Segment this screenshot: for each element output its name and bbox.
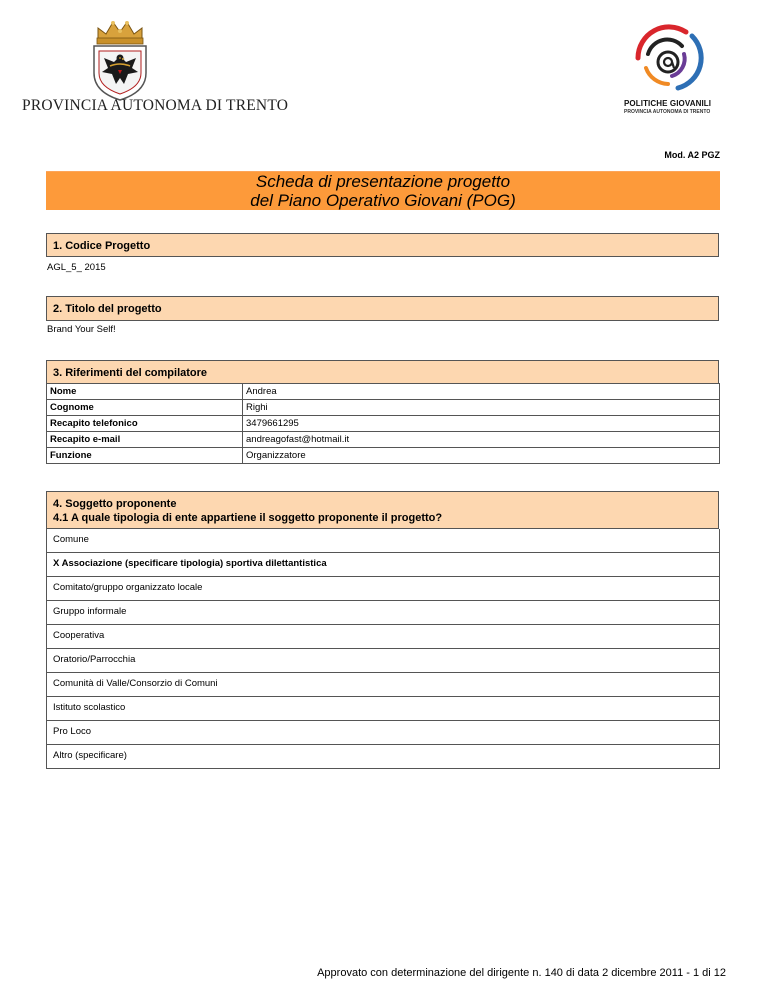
footer-approval-text: Approvato con determinazione del dirigente n. 140 di data 2 dicembre 2011 - 1 di 12 — [317, 967, 726, 979]
form-code: Mod. A2 PGZ — [664, 150, 720, 160]
list-item: Istituto scolastico — [46, 697, 720, 721]
list-item: Comitato/gruppo organizzato locale — [46, 577, 720, 601]
list-item-selected: X Associazione (specificare tipologia) sportiva dilettantistica — [46, 553, 720, 577]
entity-type-options — [46, 529, 720, 769]
section-1-heading: 1. Codice Progetto — [46, 233, 719, 257]
table-row — [47, 432, 720, 448]
row-value: 3479661295 — [243, 416, 720, 432]
section-3-heading: 3. Riferimenti del compilatore — [46, 360, 719, 384]
project-title-value: Brand Your Self! — [47, 324, 116, 335]
row-label: Recapito telefonico — [47, 416, 243, 432]
compiler-info-table — [46, 383, 720, 464]
table-row — [47, 384, 720, 400]
row-label: Cognome — [47, 400, 243, 416]
politiche-giovanili-label: POLITICHE GIOVANILI — [624, 99, 712, 108]
row-value: Andrea — [243, 384, 720, 400]
title-line-1: Scheda di presentazione progetto — [255, 172, 511, 191]
list-item: Comune — [46, 529, 720, 553]
title-line-2: del Piano Operativo Giovani (POG) — [250, 191, 516, 210]
section-4-title: 4. Soggetto proponente — [53, 498, 177, 510]
title-banner — [46, 171, 720, 210]
row-label: Funzione — [47, 448, 243, 464]
section-2-heading: 2. Titolo del progetto — [46, 296, 719, 321]
list-item: Pro Loco — [46, 721, 720, 745]
row-value: andreagofast@hotmail.it — [243, 432, 720, 448]
row-value: Organizzatore — [243, 448, 720, 464]
row-label: Recapito e-mail — [47, 432, 243, 448]
table-row — [47, 400, 720, 416]
table-row — [47, 448, 720, 464]
organization-name: PROVINCIA AUTONOMA DI TRENTO — [22, 97, 289, 114]
coat-of-arms-logo — [84, 18, 156, 102]
project-code-value: AGL_5_ 2015 — [47, 262, 106, 273]
list-item: Altro (specificare) — [46, 745, 720, 769]
list-item: Oratorio/Parrocchia — [46, 649, 720, 673]
row-label: Nome — [47, 384, 243, 400]
politiche-giovanili-sublabel: PROVINCIA AUTONOMA DI TRENTO — [624, 109, 711, 115]
section-4-heading — [46, 491, 719, 529]
list-item: Gruppo informale — [46, 601, 720, 625]
politiche-giovanili-logo — [628, 24, 710, 96]
table-row — [47, 416, 720, 432]
section-4-question: 4.1 A quale tipologia di ente appartiene il soggetto proponente il progetto? — [53, 512, 443, 524]
list-item: Cooperativa — [46, 625, 720, 649]
row-value: Righi — [243, 400, 720, 416]
list-item: Comunità di Valle/Consorzio di Comuni — [46, 673, 720, 697]
